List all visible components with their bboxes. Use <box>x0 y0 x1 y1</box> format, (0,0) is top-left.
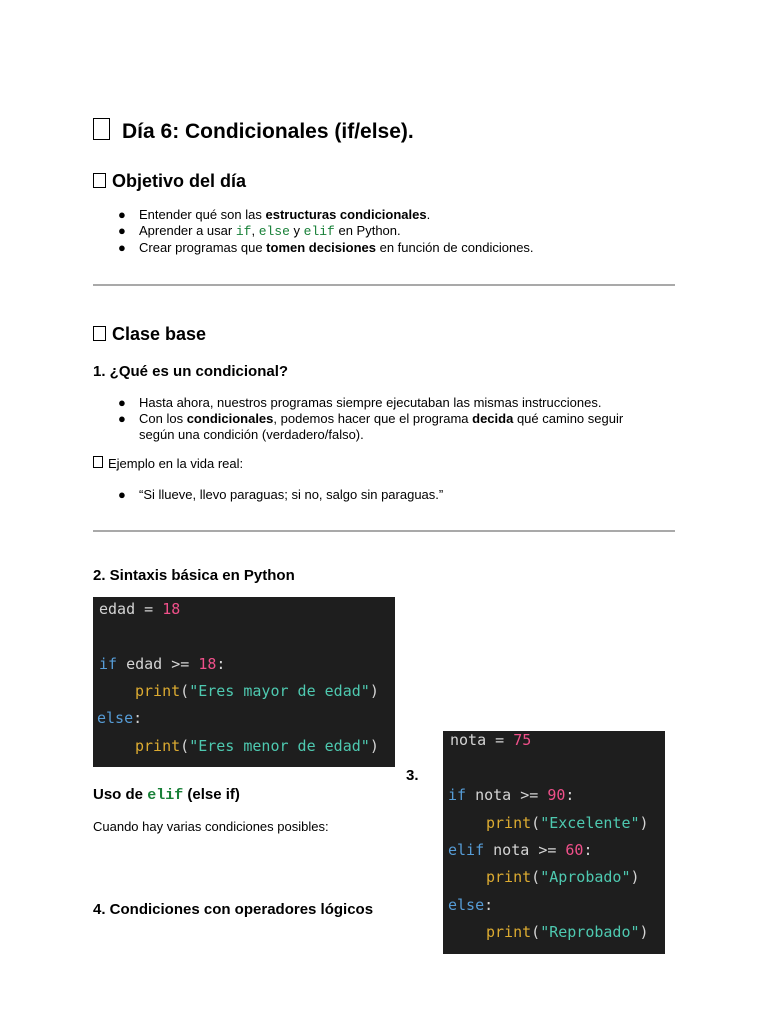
code-token: : <box>484 896 494 914</box>
section-3-heading <box>93 786 240 804</box>
code-token: ( <box>531 923 541 941</box>
item-text: , podemos hacer que el programa <box>273 411 473 426</box>
inline-code-if: if <box>235 224 252 239</box>
example-list <box>118 487 678 503</box>
code-line <box>486 923 649 941</box>
objetivo-heading-text: Objetivo del día <box>112 171 247 191</box>
list-item <box>118 395 678 411</box>
list-item <box>118 487 678 503</box>
code-token: "Reprobado" <box>540 923 640 941</box>
objetivo-heading <box>93 171 246 192</box>
placeholder-glyph-icon <box>93 456 103 468</box>
section-1-heading: 1. ¿Qué es un condicional? <box>93 363 289 380</box>
code-token: >= <box>520 786 539 804</box>
code-token: = <box>486 731 514 749</box>
item-text: según una condición (verdadero/falso). <box>139 427 364 442</box>
clase-base-heading-text: Clase base <box>112 324 207 344</box>
section-1-list <box>118 395 678 443</box>
item-text: en función de condiciones. <box>375 240 534 255</box>
item-text: y <box>289 223 304 238</box>
code-line <box>448 841 593 859</box>
divider <box>93 284 675 286</box>
placeholder-glyph-icon <box>93 173 106 188</box>
code-line <box>450 731 531 749</box>
code-token: : <box>565 786 575 804</box>
code-token: ( <box>180 682 190 700</box>
item-text: . <box>426 207 431 222</box>
item-text: “Si llueve, llevo paraguas; si no, salgo sin paraguas.” <box>139 487 444 502</box>
section-2-heading: 2. Sintaxis básica en Python <box>93 567 295 584</box>
item-text: , <box>251 223 259 238</box>
item-bold: tomen decisiones <box>266 240 376 255</box>
code-token: ) <box>369 682 379 700</box>
bullet-icon: ● <box>118 223 126 238</box>
code-token: >= <box>171 655 190 673</box>
list-item <box>118 240 678 256</box>
code-token: else <box>448 896 485 914</box>
code-line <box>486 868 640 886</box>
inline-code-elif: elif <box>303 224 335 239</box>
item-text: qué camino seguir <box>513 411 624 426</box>
code-token: ( <box>180 737 190 755</box>
example-label <box>93 456 243 471</box>
code-token: 90 <box>547 786 566 804</box>
code-token: "Eres menor de edad" <box>189 737 370 755</box>
placeholder-glyph-icon <box>93 326 106 341</box>
section-4-heading: 4. Condiciones con operadores lógicos <box>93 901 374 918</box>
code-token: ) <box>369 737 379 755</box>
item-bold: condicionales <box>186 411 274 426</box>
section-3-text: Cuando hay varias condiciones posibles: <box>93 819 329 834</box>
code-token: >= <box>538 841 557 859</box>
code-token: nota <box>484 841 539 859</box>
code-line <box>97 709 142 727</box>
inline-code-else: else <box>258 224 290 239</box>
bullet-icon: ● <box>118 395 126 410</box>
code-block-if-else <box>93 597 395 767</box>
inline-code-elif: elif <box>147 787 184 804</box>
code-line <box>448 896 493 914</box>
code-token: "Eres mayor de edad" <box>189 682 370 700</box>
code-token: "Excelente" <box>540 814 640 832</box>
code-line <box>99 600 180 618</box>
code-line <box>99 655 225 673</box>
divider <box>93 530 675 532</box>
code-line <box>135 737 379 755</box>
heading-text: (else if) <box>183 786 240 803</box>
item-text: Hasta ahora, nuestros programas siempre ejecutaban las mismas instrucciones. <box>139 395 602 410</box>
item-text: Aprender a usar <box>139 223 236 238</box>
page-title-text: Día 6: Condicionales (if/else). <box>122 120 414 143</box>
code-token: ( <box>531 868 541 886</box>
code-token: 18 <box>162 600 181 618</box>
code-token: edad <box>99 600 136 618</box>
code-token: print <box>135 737 181 755</box>
item-text: Con los <box>139 411 187 426</box>
page-title <box>93 118 414 144</box>
code-token: print <box>486 923 532 941</box>
code-token: 60 <box>565 841 584 859</box>
example-label-text: Ejemplo en la vida real: <box>108 456 244 471</box>
code-token: ) <box>639 814 649 832</box>
code-token: 75 <box>513 731 532 749</box>
bullet-icon: ● <box>118 487 126 502</box>
code-token: ( <box>531 814 541 832</box>
code-token: if <box>99 655 118 673</box>
heading-text: Uso de <box>93 786 148 803</box>
code-token: = <box>135 600 163 618</box>
code-token: edad <box>117 655 172 673</box>
code-block-elif <box>443 731 665 954</box>
bullet-icon: ● <box>118 240 126 255</box>
bullet-icon: ● <box>118 411 126 426</box>
code-token: elif <box>448 841 485 859</box>
code-line <box>448 786 574 804</box>
placeholder-glyph-icon <box>93 118 110 140</box>
code-token: print <box>486 868 532 886</box>
code-token: "Aprobado" <box>540 868 631 886</box>
objetivo-list <box>118 207 678 256</box>
code-token: print <box>135 682 181 700</box>
item-bold: decida <box>472 411 514 426</box>
list-item <box>118 207 678 223</box>
code-token: if <box>448 786 467 804</box>
list-item <box>118 223 678 240</box>
item-text: en Python. <box>334 223 401 238</box>
code-line <box>135 682 379 700</box>
code-token: print <box>486 814 532 832</box>
code-token: 18 <box>198 655 217 673</box>
code-token: : <box>583 841 593 859</box>
code-token: nota <box>450 731 487 749</box>
code-token: ) <box>630 868 640 886</box>
bullet-icon: ● <box>118 207 126 222</box>
item-bold: estructuras condicionales <box>265 207 427 222</box>
section-3-number: 3. <box>406 767 419 784</box>
item-text: Entender qué son las <box>139 207 266 222</box>
code-token: : <box>133 709 143 727</box>
code-token: else <box>97 709 134 727</box>
code-token: ) <box>639 923 649 941</box>
list-item <box>118 411 678 443</box>
code-token: : <box>216 655 226 673</box>
item-text: Crear programas que <box>139 240 267 255</box>
code-token: nota <box>466 786 521 804</box>
clase-base-heading <box>93 324 206 345</box>
code-line <box>486 814 649 832</box>
